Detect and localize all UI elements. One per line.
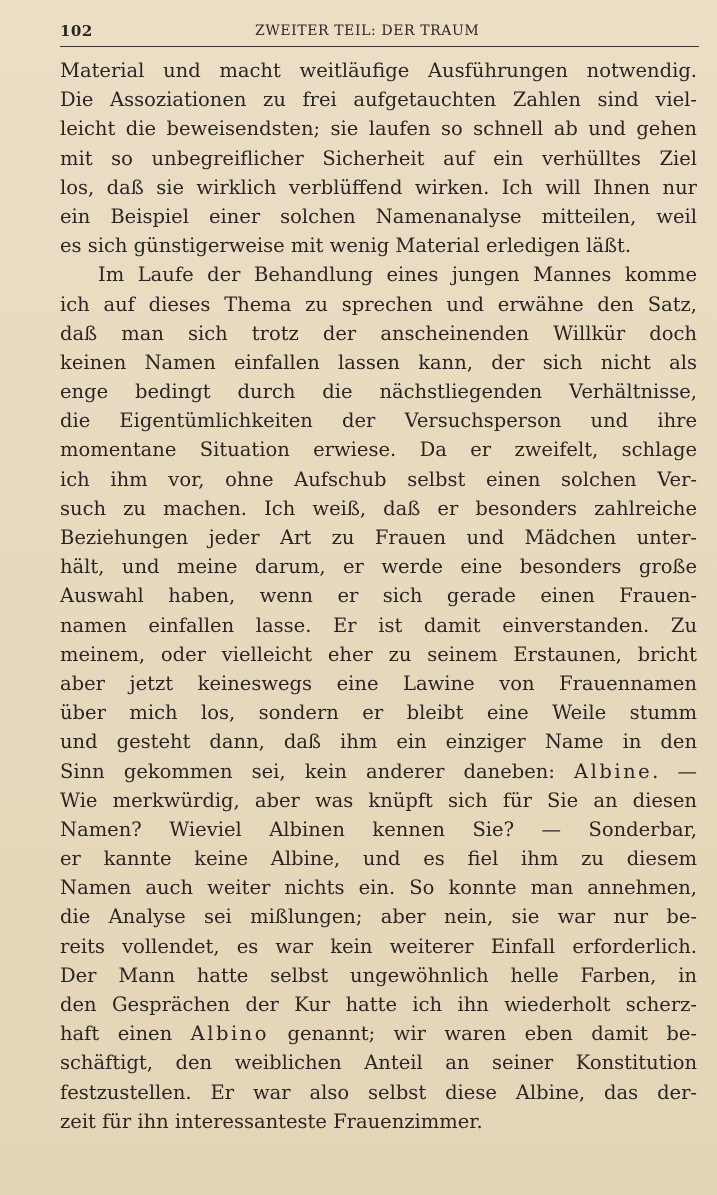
text-line: mit so unbegreiflicher Sicherheit auf ein verhülltes Ziel — [60, 146, 697, 170]
body-text — [60, 56, 697, 1136]
text-line: Der Mann hatte selbst ungewöhnlich helle Farben, in — [60, 963, 697, 987]
text-line: ein Beispiel einer solchen Namenanalyse mitteilen, weil — [60, 204, 697, 228]
text-line: Auswahl haben, wenn er sich gerade einen Frauen- — [60, 584, 697, 608]
text-line-albino — [60, 1019, 697, 1048]
text-line: enge bedingt durch die nächstliegenden Verhältnisse, — [60, 380, 697, 404]
text-line: und gesteht dann, daß ihm ein einziger Name in den — [60, 730, 697, 754]
text-line: such zu machen. Ich weiß, daß er besonders zahlreiche — [60, 496, 697, 520]
line-suffix: genannt; wir waren eben damit be- — [287, 1022, 697, 1046]
spaced-word-albino: Albino — [190, 1022, 269, 1046]
text-line: die Eigentümlichkeiten der Versuchsperson und ihre — [60, 409, 697, 433]
text-line: Namen auch weiter nichts ein. So konnte man annehmen, — [60, 876, 697, 900]
text-line: meinem, oder vielleicht eher zu seinem Erstaunen, bricht — [60, 642, 697, 666]
text-line: reits vollendet, es war kein weiterer Einfall erforderlich. — [60, 934, 697, 958]
text-line: Material und macht weitläufige Ausführungen notwendig. — [60, 59, 697, 82]
paragraph-start-line: Im Laufe der Behandlung eines jungen Mannes komme — [98, 263, 697, 287]
text-line: Die Assoziationen zu frei aufgetauchten Zahlen sind viel- — [60, 88, 697, 112]
text-line: momentane Situation erwiese. Da er zweifelt, schlage — [60, 438, 697, 462]
running-head — [60, 20, 699, 47]
text-line: über mich los, sondern er bleibt eine Weile stumm — [60, 701, 697, 725]
line-text: Sinn gekommen sei, kein anderer daneben: — [60, 759, 555, 783]
line-suffix: . — — [652, 759, 697, 783]
line-text: haft einen — [60, 1022, 173, 1046]
text-line: es sich günstigerweise mit wenig Material erledigen läßt. — [60, 234, 632, 258]
text-line: ich auf dieses Thema zu sprechen und erwähne den Satz, — [60, 292, 697, 316]
text-line: schäftigt, den weiblichen Anteil an seiner Konstitution — [60, 1051, 697, 1075]
text-line: er kannte keine Albine, und es fiel ihm zu diesem — [60, 847, 697, 871]
text-line: leicht die beweisendsten; sie laufen so schnell ab und gehen — [60, 117, 697, 141]
text-line: namen einfallen lasse. Er ist damit einverstanden. Zu — [60, 613, 697, 637]
text-line: hält, und meine darum, er werde eine besonders große — [60, 555, 697, 579]
text-line: den Gesprächen der Kur hatte ich ihn wiederholt scherz- — [60, 993, 697, 1016]
text-line: ich ihm vor, ohne Aufschub selbst einen solchen Ver- — [60, 467, 697, 491]
running-head-title: ZWEITER TEIL: DER TRAUM — [255, 23, 480, 39]
text-line: Beziehungen jeder Art zu Frauen und Mädchen unter- — [60, 526, 697, 549]
text-line-albine — [60, 757, 697, 786]
spaced-word-albine: Albine — [574, 759, 653, 783]
text-line: los, daß sie wirklich verblüffend wirken. Ich will Ihnen nur — [60, 175, 697, 199]
text-line: aber jetzt keineswegs eine Lawine von Frauennamen — [60, 671, 697, 695]
text-line: zeit für ihn interessanteste Frauenzimmer. — [60, 1109, 483, 1133]
page-number: 102 — [60, 22, 93, 40]
text-line: keinen Namen einfallen lassen kann, der sich nicht als — [60, 350, 697, 374]
text-line: Wie merkwürdig, aber was knüpft sich für Sie an diesen — [60, 788, 697, 812]
text-line: daß man sich trotz der anscheinenden Willkür doch — [60, 321, 697, 345]
text-line: festzustellen. Er war also selbst diese Albine, das der- — [60, 1080, 697, 1104]
text-line: die Analyse sei mißlungen; aber nein, sie war nur be- — [60, 905, 697, 929]
text-line: Namen? Wieviel Albinen kennen Sie? — Sonderbar, — [60, 817, 697, 841]
